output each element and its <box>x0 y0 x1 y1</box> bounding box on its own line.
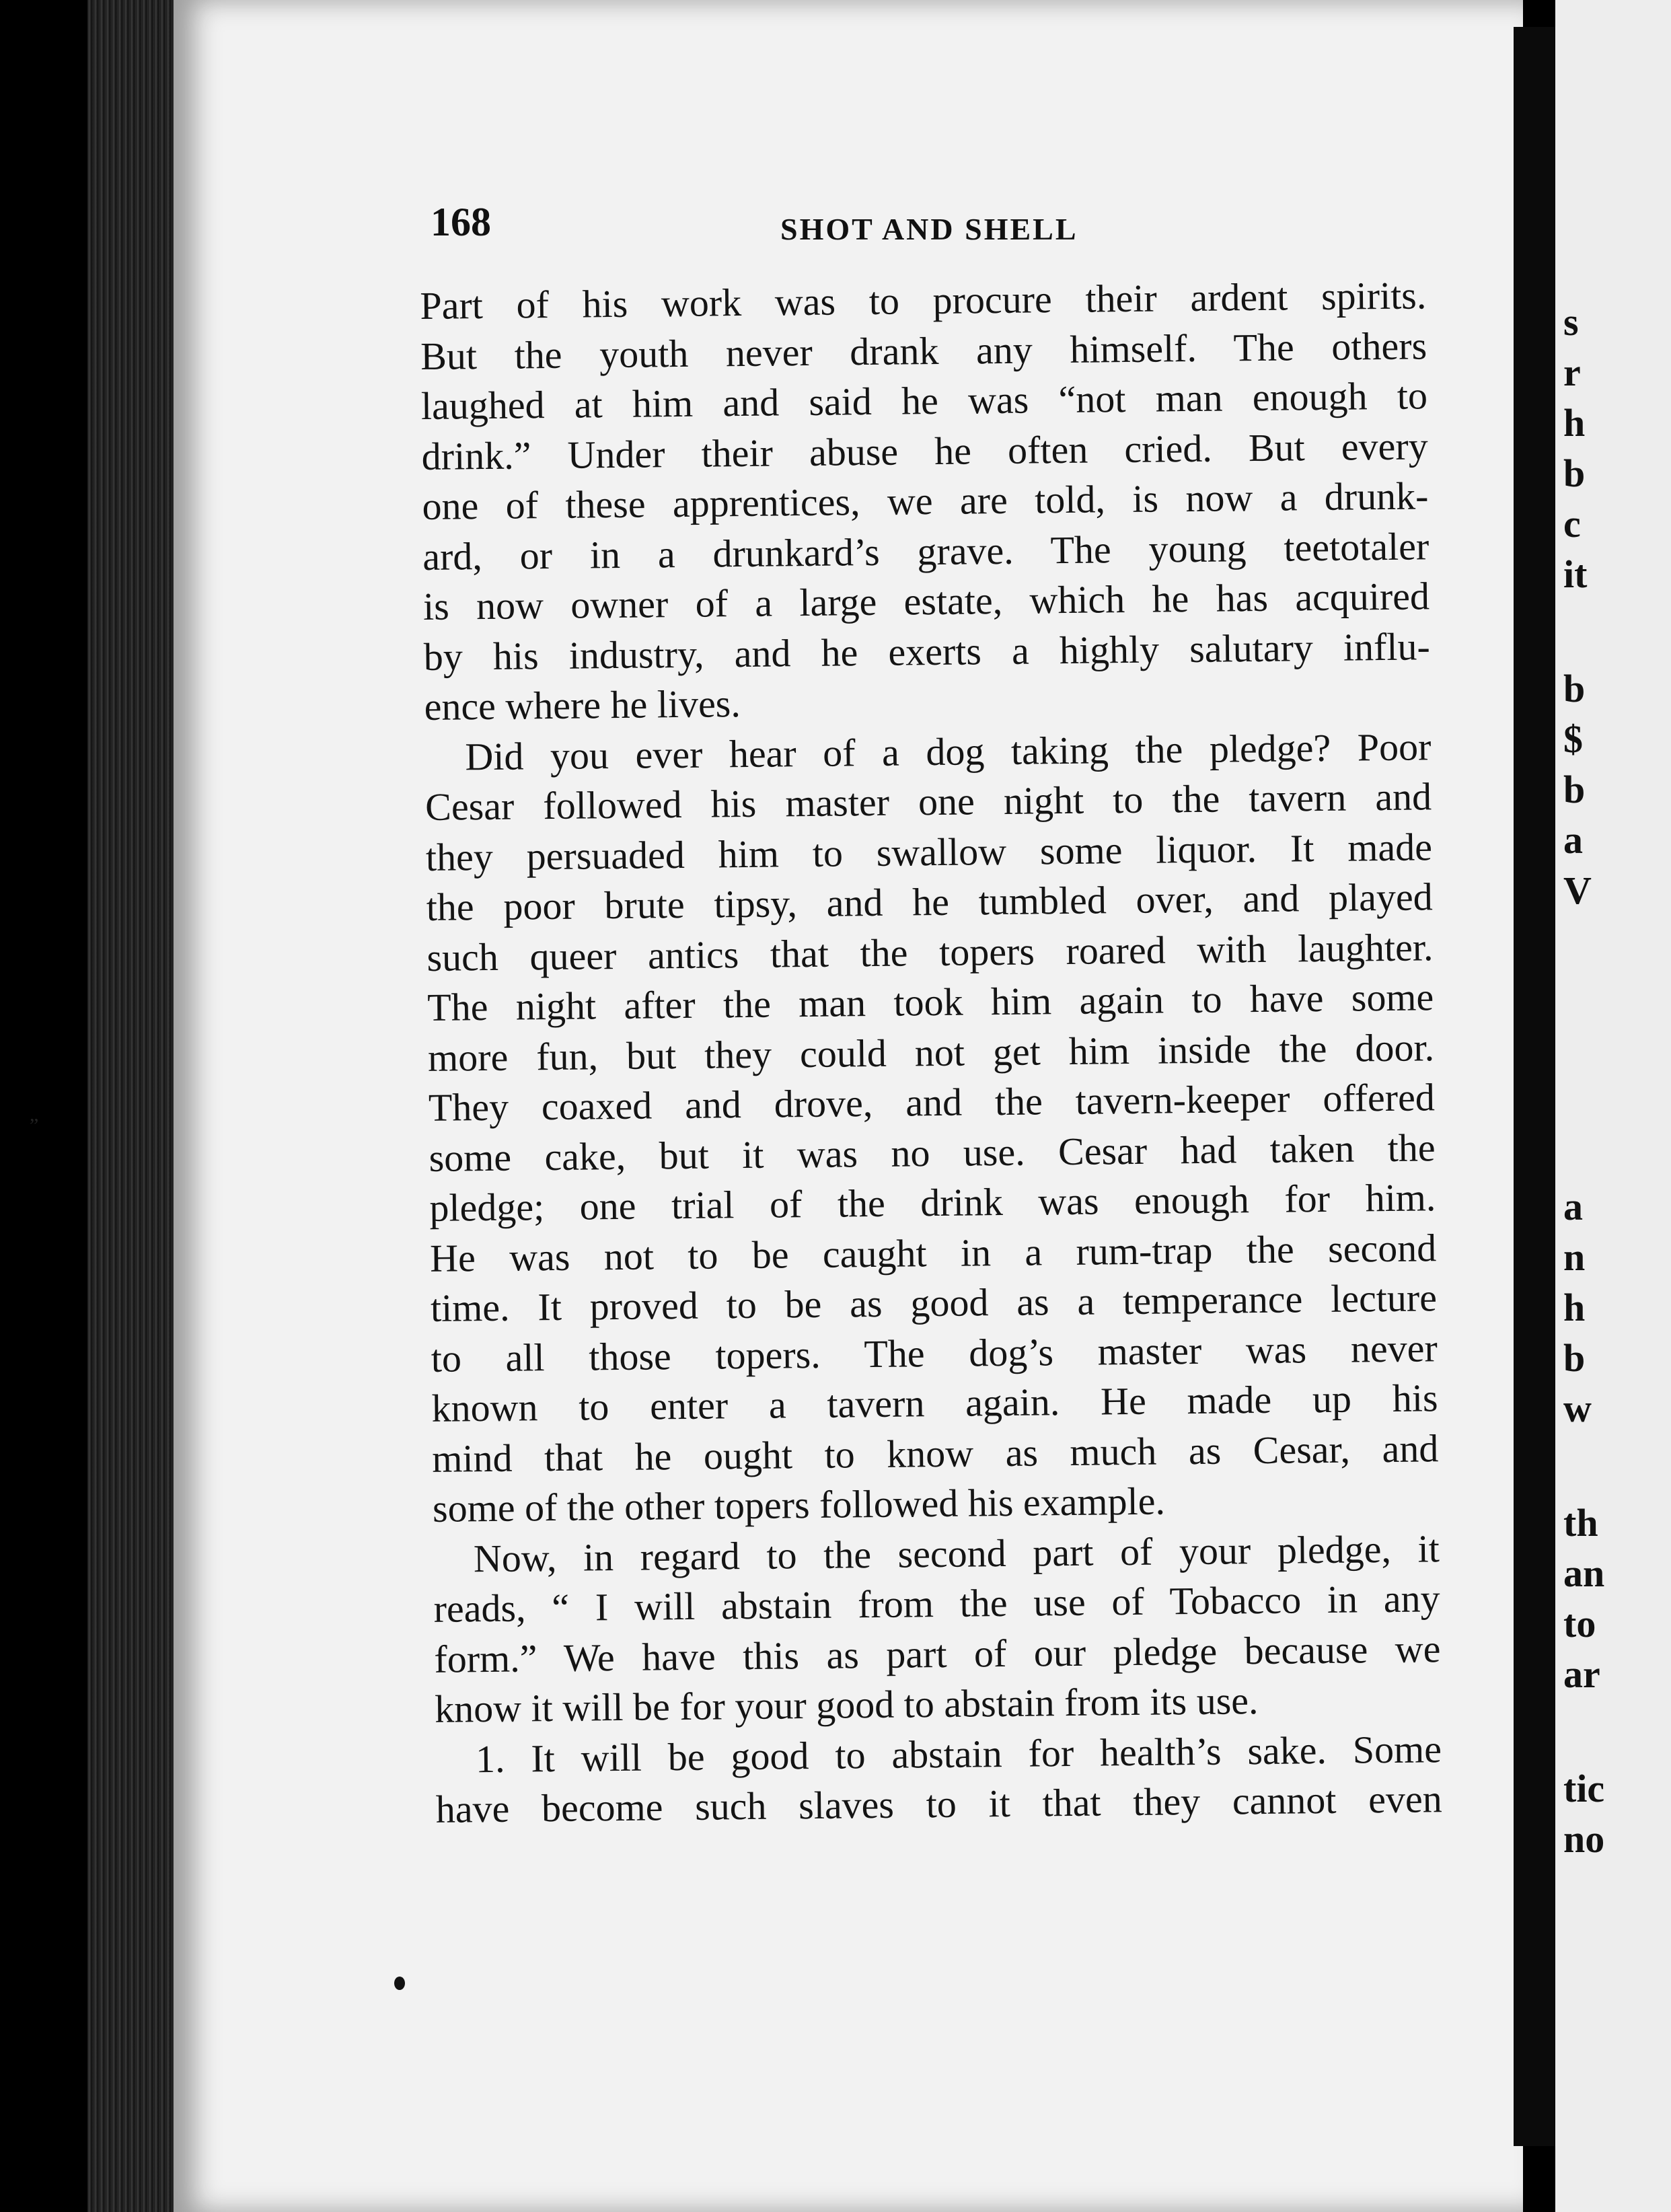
facing-page-fragment: b <box>1563 451 1586 495</box>
facing-page-fragment: b <box>1563 1336 1586 1380</box>
text-line: laughed at him and said he was “not man enough to <box>420 373 1428 428</box>
text-line: such queer antics that the topers roared with laughter. <box>426 924 1434 980</box>
facing-page-edge <box>1555 0 1671 2212</box>
text-line: to all those topers. The dog’s master was never <box>431 1325 1438 1380</box>
facing-page-fragment: V <box>1563 869 1592 912</box>
text-line: one of these apprentices, we are told, is now a drunk- <box>422 474 1429 528</box>
text-line: is now owner of a large estate, which he has acquired <box>422 574 1430 628</box>
facing-page-fragment: a <box>1563 1185 1583 1228</box>
facing-page-fragment: s <box>1563 300 1579 344</box>
page-header <box>431 199 1440 253</box>
text-line: known to enter a tavern again. He made up his <box>431 1376 1438 1430</box>
facing-page-fragment: h <box>1563 401 1586 445</box>
text-line: They coaxed and drove, and the tavern-keeper offered <box>428 1075 1436 1130</box>
text-line: more fun, but they could not get him inside the door. <box>427 1025 1435 1080</box>
facing-page-fragment: an <box>1563 1551 1605 1595</box>
text-line: drink.” Under their abuse he often cried. But every <box>421 423 1428 478</box>
text-line: they persuaded him to swallow some liquor. It made <box>425 824 1433 879</box>
text-line: 1. It will be good to abstain for health’s sake. Some <box>475 1726 1442 1781</box>
page-number: 168 <box>431 200 491 244</box>
facing-page-fragment: $ <box>1563 717 1583 761</box>
text-line: ard, or in a drunkard’s grave. The young teetotaler <box>422 523 1429 579</box>
facing-page-fragment: tic <box>1563 1767 1605 1810</box>
text-line: But the youth never drank any himself. The others <box>420 323 1427 378</box>
text-line: The night after the man took him again to have some <box>426 975 1434 1029</box>
text-line: mind that he ought to know as much as Cesar, and <box>431 1426 1439 1481</box>
text-line: have become such slaves to it that they cannot even <box>435 1777 1443 1831</box>
text-line: the poor brute tipsy, and he tumbled over, and played <box>426 875 1434 929</box>
text-line: form.” We have this as part of our pledge because we <box>434 1626 1441 1681</box>
facing-page-fragment: r <box>1563 351 1581 394</box>
text-line: pledge; one trial of the drink was enough for him. <box>429 1175 1436 1230</box>
text-line: some of the other topers followed his example. <box>432 1479 1166 1531</box>
facing-page-fragment: no <box>1563 1817 1605 1861</box>
facing-page-fragment: a <box>1563 818 1583 862</box>
facing-page-fragment: th <box>1563 1501 1598 1545</box>
facing-page-fragment: ar <box>1563 1652 1600 1696</box>
facing-page-fragment: to <box>1563 1602 1596 1646</box>
body-text <box>420 270 1442 1835</box>
text-line: He was not to be caught in a rum-trap the second <box>429 1225 1437 1280</box>
text-line: time. It proved to be as good as a temperance lecture <box>430 1276 1438 1330</box>
text-line: Now, in regard to the second part of your pledge, it <box>473 1526 1440 1580</box>
text-line: Cesar followed his master one night to the tavern and <box>424 774 1432 829</box>
text-line: by his industry, and he exerts a highly salutary influ- <box>423 624 1431 679</box>
running-head: SHOT AND SHELL <box>780 212 1078 246</box>
facing-page-fragment: c <box>1563 502 1581 546</box>
facing-page-fragment: b <box>1563 768 1586 811</box>
ink-spot <box>394 1977 405 1990</box>
facing-page-fragment: w <box>1563 1387 1592 1430</box>
text-line: Part of his work was to procure their ardent spirits. <box>420 273 1427 328</box>
text-line: some cake, but it was no use. Cesar had taken the <box>429 1125 1436 1180</box>
book-page-edges <box>87 0 182 2212</box>
text-line: ence where he lives. <box>424 681 741 729</box>
facing-page-fragment: it <box>1563 552 1588 596</box>
margin-mark: „ <box>30 1103 39 1126</box>
text-line: Did you ever hear of a dog taking the pledge? Poor <box>465 724 1432 778</box>
text-line: reads, “ I will abstain from the use of Tobacco in any <box>433 1576 1440 1631</box>
facing-page-fragment: h <box>1563 1286 1586 1329</box>
facing-page-fragment: n <box>1563 1235 1586 1279</box>
text-line: know it will be for your good to abstain from its use. <box>434 1679 1259 1731</box>
book-gutter <box>1514 27 1555 2146</box>
facing-page-fragment: b <box>1563 667 1586 710</box>
